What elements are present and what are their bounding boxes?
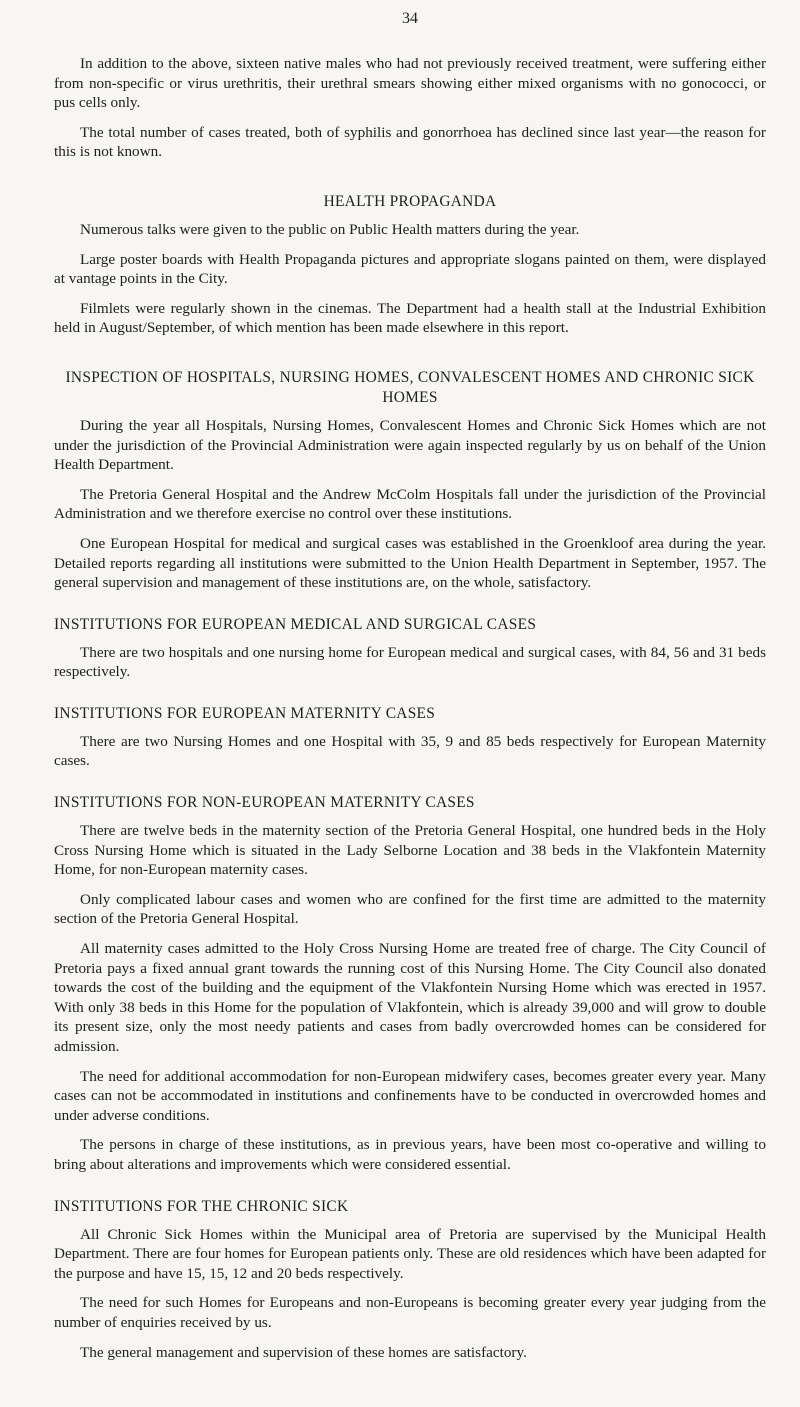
paragraph: The persons in charge of these institutions, as in previous years, have been most co-operative and willing to bring about alterations and improvements which were considered essential. — [54, 1136, 766, 1173]
paragraph: There are twelve beds in the maternity section of the Pretoria General Hospital, one hundred beds in the Holy Cross Nursing Home which is situated in the Lady Selborne Location and 38 beds in the Vlakfontein Maternity Home, for non-European maternity cases. — [54, 822, 766, 879]
paragraph: All Chronic Sick Homes within the Municipal area of Pretoria are supervised by the Municipal Health Department. There are four homes for European patients only. These are old residences which have been adapted for the purpose and have 15, 15, 12 and 20 beds respectively. — [54, 1225, 766, 1282]
paragraph: Only complicated labour cases and women who are confined for the first time are admitted to the maternity section of the Pretoria General Hospital. — [54, 890, 766, 928]
section-heading: INSTITUTIONS FOR THE CHRONIC SICK — [54, 1197, 349, 1215]
paragraph: During the year all Hospitals, Nursing Homes, Convalescent Homes and Chronic Sick Homes which are not under the jurisdiction of the Provincial Administration were again inspected regularly by us on behalf of the Union Health Department. — [54, 416, 766, 474]
section-heading: INSTITUTIONS FOR NON-EUROPEAN MATERNITY CASES — [54, 794, 475, 812]
paragraph: There are two Nursing Homes and one Hospital with 35, 9 and 85 beds respectively for European Maternity cases. — [54, 732, 766, 770]
section-chronic-sick — [54, 1197, 766, 1363]
section-intro — [54, 54, 766, 162]
paragraph: One European Hospital for medical and surgical cases was established in the Groenkloof area during the year. Detailed reports regarding all institutions were submitted to the Union Health Department in September, 1957. The general supervision and management of these institutions are, on the whole, satisfactory. — [54, 534, 766, 592]
paragraph: Numerous talks were given to the public on Public Health matters during the year. — [80, 220, 580, 238]
paragraph: The need for such Homes for Europeans and non-Europeans is becoming greater every year judging from the number of enquiries received by us. — [54, 1294, 766, 1331]
section-european-medical — [54, 615, 766, 682]
paragraph: Filmlets were regularly shown in the cinemas. The Department had a health stall at the Industrial Exhibition held in August/September, of which mention has been made elsewhere in this report. — [54, 299, 766, 337]
paragraph: The general management and supervision of these homes are satisfactory. — [80, 1343, 527, 1361]
paragraph: The Pretoria General Hospital and the Andrew McColm Hospitals fall under the jurisdiction of the Provincial Administration and we therefore exercise no control over these institutions. — [54, 485, 766, 523]
paragraph: There are two hospitals and one nursing home for European medical and surgical cases, with 84, 56 and 31 beds respectively. — [54, 643, 766, 681]
section-health-propaganda — [54, 192, 766, 338]
paragraph: In addition to the above, sixteen native males who had not previously received treatment, were suffering either from non-specific or virus urethritis, their urethral smears showing either mixed organisms with no gonococci, or pus cells only. — [54, 55, 766, 112]
section-heading: INSTITUTIONS FOR EUROPEAN MATERNITY CASES — [54, 704, 436, 722]
document-page — [54, 10, 766, 1372]
section-heading: INSPECTION OF HOSPITALS, NURSING HOMES, CONVALESCENT HOMES AND CHRONIC SICK HOMES — [65, 368, 755, 406]
section-heading: INSTITUTIONS FOR EUROPEAN MEDICAL AND SURGICAL CASES — [54, 615, 537, 633]
paragraph: The total number of cases treated, both of syphilis and gonorrhoea has declined since last year—the reason for this is not known. — [54, 123, 766, 161]
section-european-maternity — [54, 704, 766, 771]
page-number: 34 — [402, 10, 418, 27]
paragraph: The need for additional accommodation for non-European midwifery cases, becomes greater every year. Many cases can not be accommodated in institutions and confinements have to be conducted in overcrowded homes and under adverse conditions. — [54, 1067, 766, 1124]
section-non-european-maternity — [54, 793, 766, 1175]
paragraph: All maternity cases admitted to the Holy Cross Nursing Home are treated free of charge. The City Council of Pretoria pays a fixed annual grant towards the running cost of this Nursing Home. The City Council also donated towards the cost of the building and the equipment of the Vlakfontein Nursing Home which was erected in 1957. With only 38 beds in this Home for the population of Vlakfontein, which is already 39,000 and will grow to double its present size, only the most needy patients and cases from badly overcrowded homes can be considered for admission. — [54, 940, 766, 1055]
paragraph: Large poster boards with Health Propaganda pictures and appropriate slogans painted on them, were displayed at vantage points in the City. — [54, 250, 766, 288]
section-heading: HEALTH PROPAGANDA — [323, 192, 497, 210]
section-inspection — [54, 368, 766, 593]
